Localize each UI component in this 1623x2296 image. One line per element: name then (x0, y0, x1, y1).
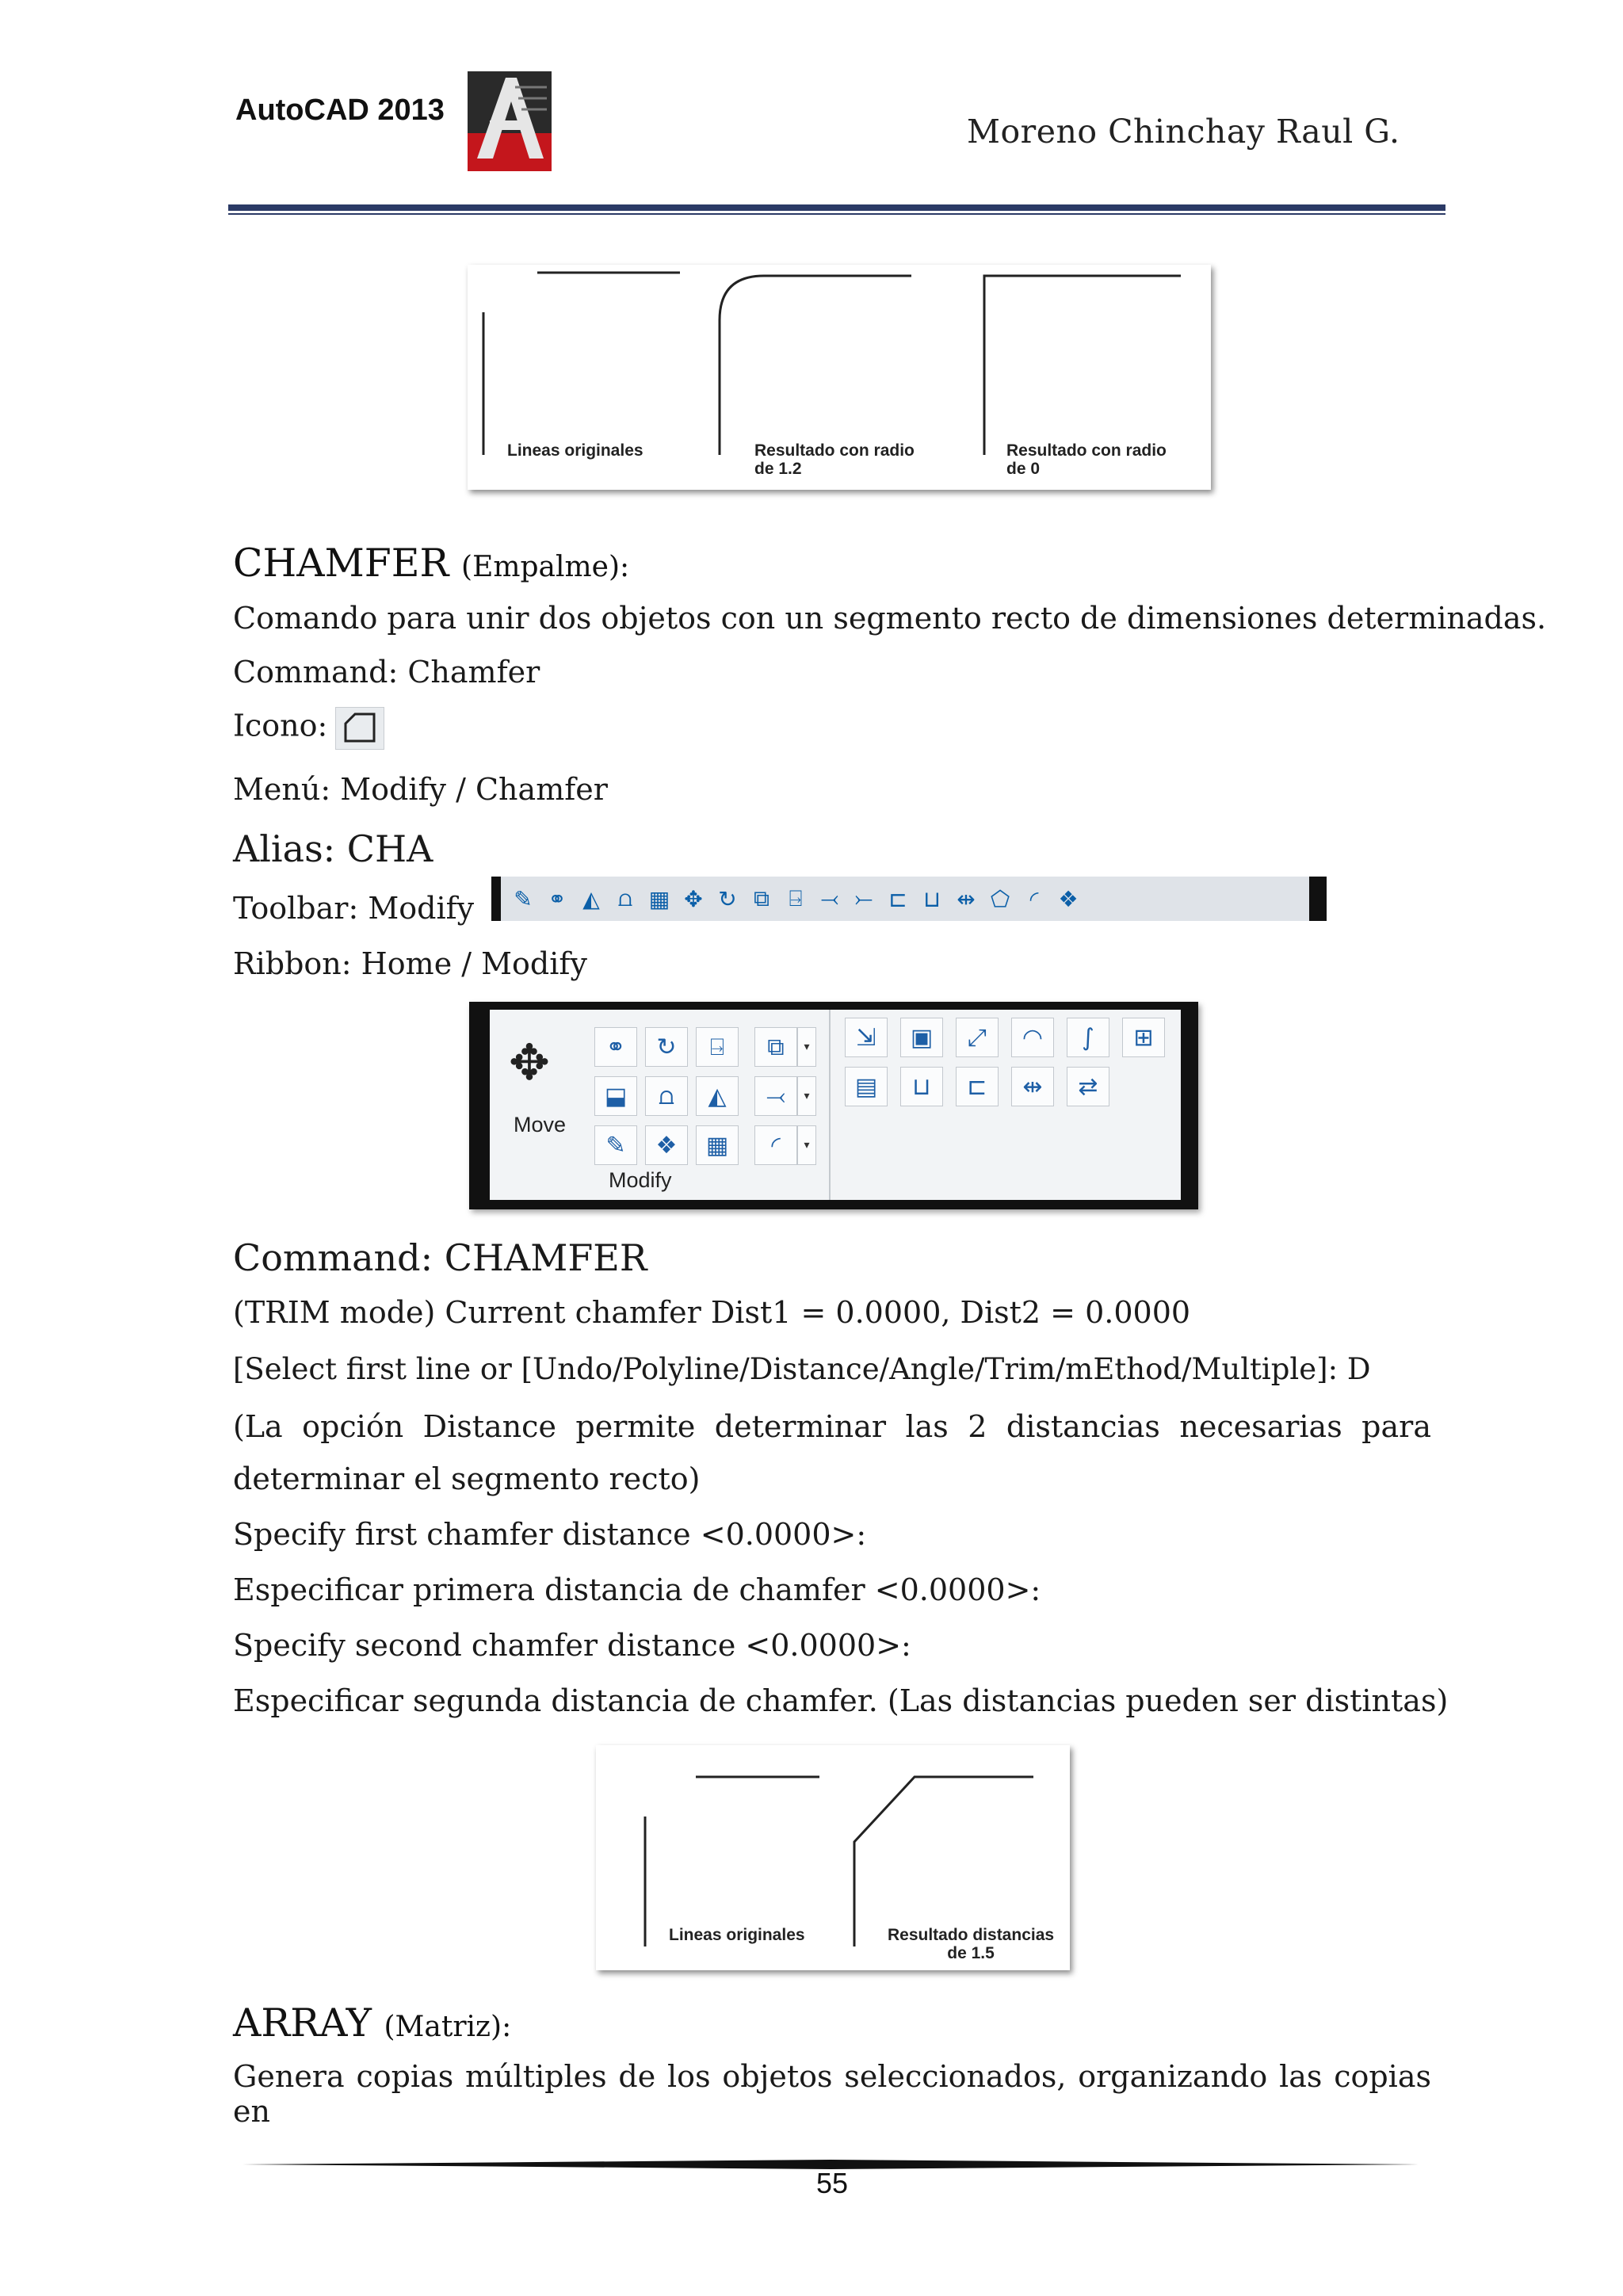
icon-label: Icono: (233, 708, 328, 743)
chamfer-alias: Alias: CHA (233, 827, 433, 870)
cmd-line-6: Specify first chamfer distance <0.0000>: (233, 1517, 867, 1552)
caption-distances-1-5: Resultado distancias de 1.5 (888, 1926, 1055, 1962)
break-at-point-button[interactable]: ⊏ (956, 1067, 999, 1106)
trim-icon[interactable]: ⤙ (820, 885, 839, 911)
fillet-icon[interactable]: ◜ (1029, 885, 1039, 912)
cmd-line-4: (La opción Distance permite determinar las 2 distancias necesarias para (233, 1409, 1431, 1444)
chamfer-result-figure (596, 1745, 1070, 1970)
cmd-line-7: Especificar primera distancia de chamfer <0.0000>: (233, 1572, 1041, 1607)
chamfer-icon[interactable] (335, 707, 384, 750)
caption-original-lines: Lineas originales (507, 441, 643, 460)
draworder-dropdown-icon[interactable]: ▾ (797, 1027, 816, 1067)
extend-icon[interactable]: ⤚ (854, 885, 873, 911)
edit-polyline-button[interactable]: ⇲ (845, 1018, 888, 1057)
break-icon[interactable]: ⊔ (923, 885, 941, 912)
offset-button[interactable]: ⩍ (645, 1076, 688, 1116)
erase-button[interactable]: ✎ (594, 1125, 637, 1165)
section-heading-array: ARRAY (Matriz): (233, 2000, 512, 2046)
cmd-line-2: (TRIM mode) Current chamfer Dist1 = 0.0000, Dist2 = 0.0000 (233, 1295, 1191, 1330)
erase-icon[interactable]: ✎ (514, 885, 533, 912)
cmd-line-5: determinar el segmento recto) (233, 1461, 701, 1496)
trim-dropdown-icon[interactable]: ▾ (797, 1076, 816, 1116)
rotate-icon[interactable]: ↻ (718, 885, 737, 912)
trim-button[interactable]: ⤙ (754, 1076, 797, 1116)
scale-button[interactable]: ⬓ (594, 1076, 637, 1116)
cmd-line-3: [Select first line or [Undo/Polyline/Distance/Angle/Trim/mEthod/Multiple]: D (233, 1352, 1371, 1386)
author-name: Moreno Chinchay Raul G. (967, 113, 1400, 151)
ribbon-modify-panel (469, 1002, 1198, 1209)
header-title: AutoCAD 2013 (235, 94, 445, 127)
fillet-dropdown-icon[interactable]: ▾ (797, 1125, 816, 1165)
copy-icon[interactable]: ⚭ (548, 885, 567, 912)
array-icon[interactable]: ▦ (648, 885, 670, 912)
ribbon-panel-body (490, 1010, 1181, 1200)
mirror-button[interactable]: ◭ (696, 1076, 739, 1116)
chamfer-menu: Menú: Modify / Chamfer (233, 772, 608, 807)
edit-hatch-button[interactable]: ▣ (900, 1018, 943, 1057)
fillet-chamfer-button[interactable]: ◜ (754, 1125, 797, 1165)
autocad-logo-icon (468, 71, 552, 171)
section-heading-chamfer-sub: (Empalme): (461, 551, 630, 583)
caption-radius-1-2: Resultado con radio de 1.2 (754, 441, 915, 478)
chamfer-description: Comando para unir dos objetos con un segmento recto de dimensiones determinadas. (233, 601, 1547, 636)
chamfer-icon-row (233, 707, 384, 750)
lengthen-button[interactable]: ⤢ (956, 1018, 999, 1057)
join-icon[interactable]: ⇹ (957, 885, 976, 912)
section-heading-array-sub: (Matriz): (384, 2011, 512, 2043)
edit-array-button[interactable]: ⊞ (1122, 1018, 1165, 1057)
copy-button[interactable]: ⚭ (594, 1027, 637, 1067)
array-description: Genera copias múltiples de los objetos seleccionados, organizando las copias en (233, 2059, 1431, 2129)
cmd-line-9: Especificar segunda distancia de chamfer. (Las distancias pueden ser distintas) (233, 1683, 1449, 1718)
chamfer-command: Command: Chamfer (233, 655, 540, 690)
section-heading-chamfer: CHAMFER (Empalme): (233, 541, 630, 586)
blend-curves-button[interactable]: ◠ (1011, 1018, 1054, 1057)
align-button[interactable]: ▤ (845, 1067, 888, 1106)
modify-toolbar (491, 877, 1327, 921)
move-button-label[interactable]: Move (514, 1113, 567, 1137)
mirror-icon[interactable]: ◭ (582, 885, 600, 912)
stretch-icon[interactable]: ⍈ (789, 885, 803, 911)
edit-spline-button[interactable]: ∫ (1067, 1018, 1109, 1057)
header-divider (228, 204, 1445, 211)
footer-divider (242, 2157, 1419, 2167)
chamfer-ribbon: Ribbon: Home / Modify (233, 946, 587, 981)
offset-icon[interactable]: ⩍ (617, 885, 633, 911)
scale-icon[interactable]: ⧉ (754, 885, 769, 911)
caption-original-lines-2: Lineas originales (669, 1926, 805, 1944)
page-number: 55 (815, 2167, 849, 2199)
break-button[interactable]: ⊔ (900, 1067, 943, 1106)
caption-radius-0: Resultado con radio de 0 (1006, 441, 1167, 478)
explode-icon[interactable]: ❖ (1058, 885, 1079, 912)
array-button[interactable]: ▦ (696, 1125, 739, 1165)
fillet-result-figure (468, 265, 1211, 490)
stretch-button[interactable]: ⍈ (696, 1027, 739, 1067)
explode-button[interactable]: ❖ (645, 1125, 688, 1165)
chamfer-tool-icon[interactable]: ⬠ (990, 885, 1010, 912)
header-divider-thin (228, 213, 1445, 215)
ribbon-group-label: Modify (609, 1168, 672, 1192)
break-at-point-icon[interactable]: ⊏ (888, 885, 907, 912)
rotate-button[interactable]: ↻ (645, 1027, 688, 1067)
move-large-icon[interactable]: ✥ (509, 1033, 550, 1091)
draworder-button[interactable]: ⧉ (754, 1027, 797, 1067)
cmd-line-1: Command: CHAMFER (233, 1236, 647, 1279)
ribbon-modify-group (490, 1010, 831, 1200)
chamfer-toolbar-label: Toolbar: Modify (233, 891, 475, 926)
reverse-button[interactable]: ⇄ (1067, 1067, 1109, 1106)
move-icon[interactable]: ✥ (684, 885, 703, 912)
join-button[interactable]: ⇹ (1011, 1067, 1054, 1106)
cmd-line-8: Specify second chamfer distance <0.0000>: (233, 1628, 911, 1663)
